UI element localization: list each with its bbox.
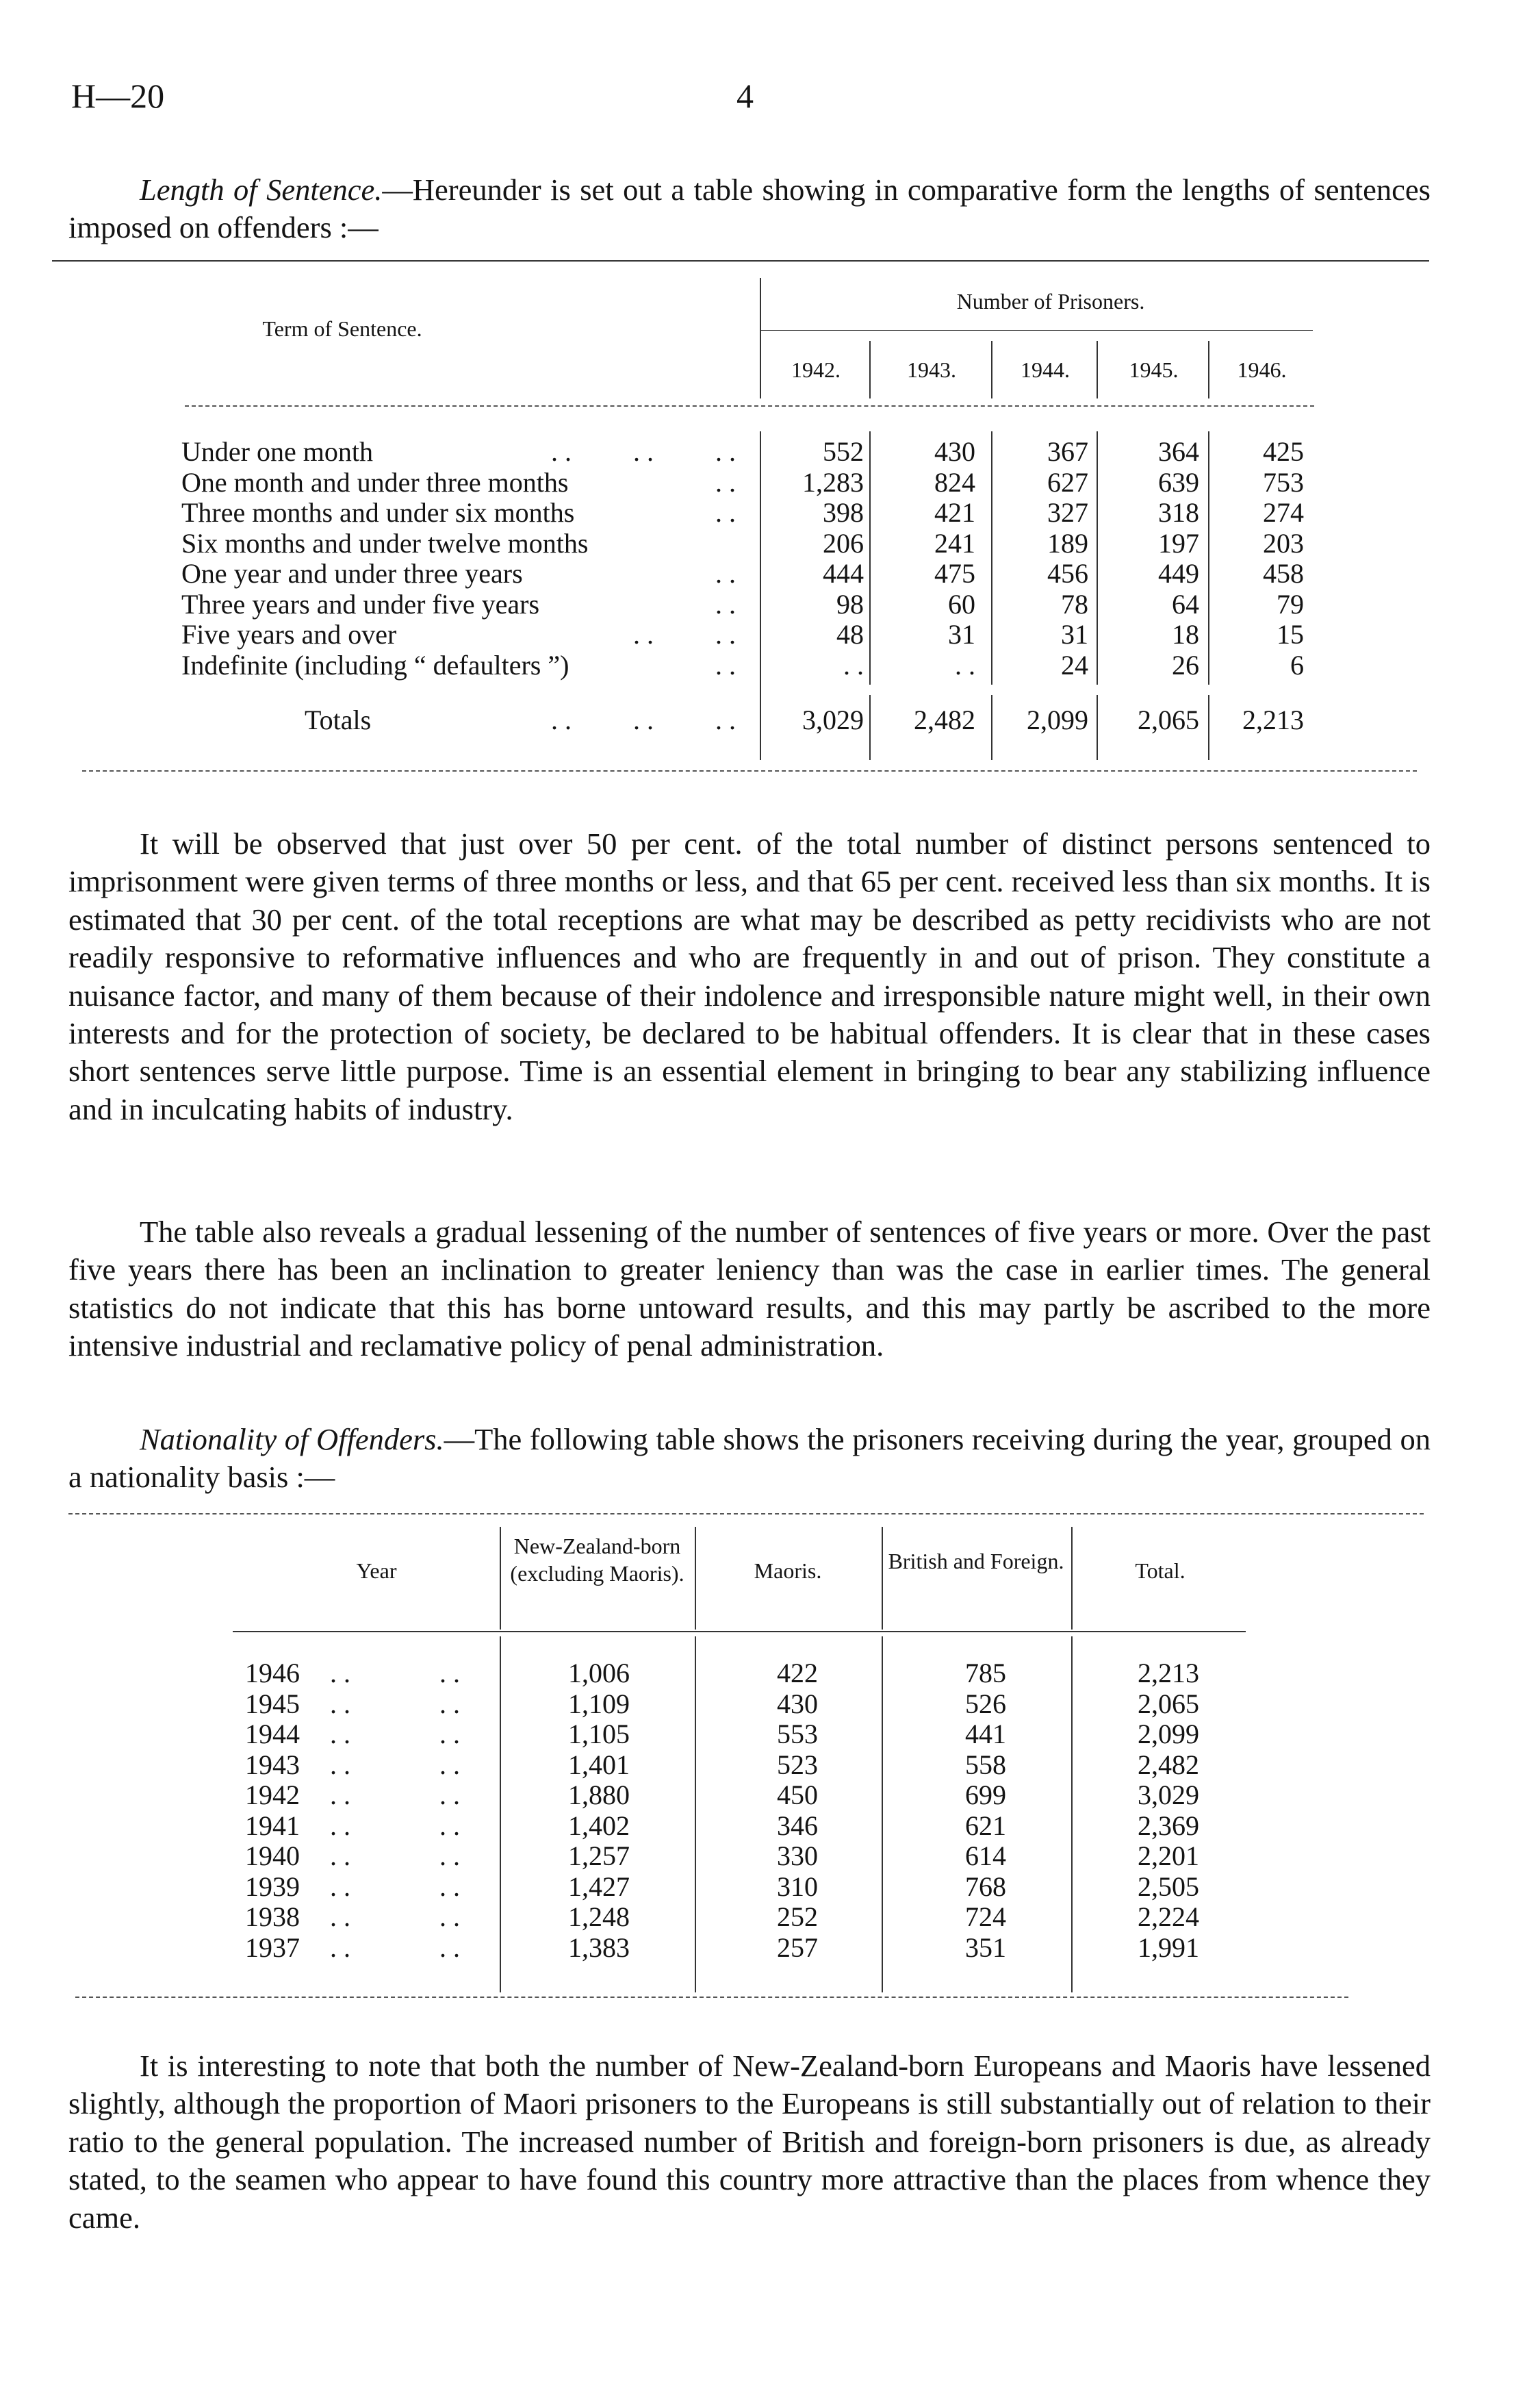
table-cell: 2,065 (1138, 1688, 1199, 1719)
table-cell: 64 (1172, 588, 1199, 620)
table-cell: 351 (965, 1931, 1006, 1963)
table-cell: 553 (777, 1719, 818, 1749)
paragraph-interesting-note-text: It is interesting to note that both the number of New-Zealand-born Europeans and Maoris have lessened slightly, although the proportion of Maori prisoners to the Europeans is still substantially out of relation to their ratio to the general population. The increased number of British and foreign-born prisoners is due, as already stated, to the seamen who appear to have found this country more attractive than the places from whence they came. (68, 2049, 1431, 2235)
nationality-column-header: British and Foreign. (888, 1549, 1064, 1573)
paragraph-interesting-note (68, 2047, 1431, 2237)
row-label: Three months and under six months (181, 497, 575, 528)
table-cell: 2,213 (1138, 1658, 1199, 1688)
totals-col-divider (1097, 695, 1098, 760)
header-col-divider (1071, 1527, 1073, 1630)
table-cell: 31 (1061, 619, 1088, 650)
table-cell: 2,505 (1138, 1871, 1199, 1902)
nationality-column-header: Total. (1135, 1558, 1186, 1583)
totals-cell: 3,029 (802, 705, 864, 735)
table-cell: 475 (934, 558, 975, 589)
table-cell: 257 (777, 1931, 818, 1963)
row-leader-dots: . . . . (633, 619, 736, 650)
table-cell: 458 (1263, 558, 1304, 589)
table-cell: 2,369 (1138, 1810, 1199, 1841)
table-cell: . . (955, 649, 975, 681)
body-col-divider (869, 431, 871, 685)
table-cell: 1,283 (802, 466, 864, 498)
table-cell: 26 (1172, 649, 1199, 681)
body-col-divider (1097, 431, 1098, 685)
body-col-divider (1208, 431, 1209, 685)
table-cell: . . (843, 649, 864, 681)
table-cell: 449 (1158, 558, 1199, 589)
nationality-column-header: Year (356, 1558, 397, 1583)
table-cell: 1,402 (568, 1810, 630, 1841)
table-cell: 523 (777, 1749, 818, 1780)
body-col-divider (1071, 1636, 1073, 1992)
table-cell: 2,482 (1138, 1749, 1199, 1780)
table-cell: 98 (836, 588, 864, 620)
nationality-table (0, 1513, 1525, 2013)
table-cell: 1,401 (568, 1749, 630, 1780)
table-cell: 824 (934, 466, 975, 498)
table-cell: 768 (965, 1871, 1006, 1902)
table-cell: 398 (823, 497, 864, 528)
table-cell: 1,109 (568, 1688, 630, 1719)
table-cell: 79 (1277, 588, 1304, 620)
table-cell: 189 (1047, 527, 1088, 559)
table-cell: 724 (965, 1901, 1006, 1932)
row-leader-dots: . . . . (330, 1749, 460, 1780)
table-cell: 327 (1047, 497, 1088, 528)
row-label: One month and under three months (181, 466, 569, 498)
table-cell: 24 (1061, 649, 1088, 681)
number-of-prisoners-header: Number of Prisoners. (956, 289, 1145, 314)
body-col-divider (991, 431, 992, 685)
year-label: 1941 (245, 1810, 300, 1841)
table-cell: 241 (934, 527, 975, 559)
table-cell: 430 (777, 1688, 818, 1719)
table-cell: 6 (1290, 649, 1304, 681)
header-bottom-rule (185, 405, 1314, 407)
table-cell: 621 (965, 1810, 1006, 1841)
table-cell: 2,201 (1138, 1840, 1199, 1871)
table-cell: 552 (823, 436, 864, 467)
table-cell: 1,880 (568, 1779, 630, 1810)
year-column-header: 1944. (1021, 357, 1070, 382)
section-heading-length-of-sentence: Length of Sentence. (140, 173, 383, 207)
year-col-divider (869, 341, 871, 398)
year-column-header: 1946. (1237, 357, 1287, 382)
table-cell: 1,383 (568, 1931, 630, 1963)
table-cell: 1,257 (568, 1840, 630, 1871)
row-leader-dots: . . . . (330, 1658, 460, 1688)
table-cell: 456 (1047, 558, 1088, 589)
row-leader-dots: . . (715, 588, 736, 620)
totals-label: Totals (305, 705, 372, 735)
table-cell: 2,224 (1138, 1901, 1199, 1932)
totals-cell: 2,482 (914, 705, 975, 735)
table2-top-rule (68, 1513, 1424, 1514)
year-col-divider (1097, 341, 1098, 398)
table-cell: 1,105 (568, 1719, 630, 1749)
row-leader-dots: . . . . (330, 1840, 460, 1871)
header-col-divider (882, 1527, 883, 1630)
document-code: H—20 (71, 77, 165, 115)
table-cell: 444 (823, 558, 864, 589)
table-cell: 364 (1158, 436, 1199, 467)
row-label: Three years and under five years (181, 588, 540, 620)
row-leader-dots: . . . . (330, 1779, 460, 1810)
year-label: 1939 (245, 1871, 300, 1902)
row-leader-dots: . . (715, 466, 736, 498)
header-col-divider (500, 1527, 501, 1630)
table-cell: 60 (948, 588, 975, 620)
table-cell: 430 (934, 436, 975, 467)
table-cell: 1,991 (1138, 1931, 1199, 1963)
totals-cell: 2,065 (1138, 705, 1199, 735)
row-leader-dots: . . . . (330, 1810, 460, 1841)
year-col-divider (1208, 341, 1209, 398)
totals-col-divider (1208, 695, 1209, 760)
table-cell: 450 (777, 1779, 818, 1810)
table-cell: 330 (777, 1840, 818, 1871)
year-label: 1938 (245, 1901, 300, 1932)
table-cell: 318 (1158, 497, 1199, 528)
row-leader-dots: . . . . (330, 1688, 460, 1719)
table-cell: 785 (965, 1658, 1006, 1688)
year-column-header: 1942. (791, 357, 841, 382)
table-cell: 15 (1277, 619, 1304, 650)
table-cell: 1,248 (568, 1901, 630, 1932)
table-cell: 197 (1158, 527, 1199, 559)
table-cell: 18 (1172, 619, 1199, 650)
table-cell: 1,006 (568, 1658, 630, 1688)
table-cell: 78 (1061, 588, 1088, 620)
body-col-divider (882, 1636, 883, 1992)
row-leader-dots: . . . . (330, 1901, 460, 1932)
table-cell: 2,099 (1138, 1719, 1199, 1749)
table-cell: 699 (965, 1779, 1006, 1810)
table-cell: 425 (1263, 436, 1304, 467)
row-leader-dots: . . (715, 649, 736, 681)
paragraph-observation-text: It will be observed that just over 50 per cent. of the total number of distinct persons sentenced to imprisonment were given terms of three months or less, and that 65 per cent. received less than six months. It is estimated that 30 per cent. of the total receptions are what may be described as petty recidivists who are not readily responsive to reformative influences and who are frequently in and out of prison. They constitute a nuisance factor, and many of them because of their indolence and irresponsible nature might well, in their own interests and for the protection of society, be declared to be habitual offenders. It is clear that in these cases short sentences serve little purpose. Time is an essential element in bringing to bear any stabilizing influence and in inculcating habits of industry. (68, 826, 1431, 1126)
row-label: Six months and under twelve months (181, 527, 589, 559)
table-cell: 346 (777, 1810, 818, 1841)
totals-cell: 2,213 (1242, 705, 1304, 735)
year-label: 1937 (245, 1931, 300, 1963)
table2-bottom-rule (75, 1997, 1348, 1998)
row-label: Five years and over (181, 619, 397, 650)
intro-nationality-text: —The following table shows the prisoners receiving during the year, grouped on a nationality basis :— (68, 1422, 1431, 1495)
table-cell: 203 (1263, 527, 1304, 559)
header-col-divider (760, 278, 761, 398)
header-col-divider (695, 1527, 696, 1630)
year-label: 1946 (245, 1658, 300, 1688)
table-cell: 31 (948, 619, 975, 650)
table-cell: 639 (1158, 466, 1199, 498)
year-column-header: 1943. (907, 357, 956, 382)
table-cell: 1,427 (568, 1871, 630, 1902)
table-cell: 48 (836, 619, 864, 650)
totals-col-divider (991, 695, 992, 760)
row-leader-dots: . . . . (330, 1931, 460, 1963)
page-number: 4 (736, 77, 754, 115)
body-col-divider (695, 1636, 696, 1992)
paragraph-observation (68, 825, 1431, 1128)
year-column-header: 1945. (1129, 357, 1179, 382)
table2-header-rule (233, 1631, 1246, 1632)
table-cell: 274 (1263, 497, 1304, 528)
group-header-rule (761, 330, 1313, 331)
body-col-divider (500, 1636, 501, 1992)
row-leader-dots: . . (715, 558, 736, 589)
intro-length-of-sentence-text: —Hereunder is set out a table showing in comparative form the lengths of sentences imposed on offenders :— (68, 173, 1431, 245)
nationality-column-header: Maoris. (754, 1558, 822, 1583)
row-leader-dots: . . (715, 497, 736, 528)
table-top-rule (52, 260, 1429, 262)
row-leader-dots: . . . . . . (551, 436, 736, 467)
paragraph-gradual-lessening-text: The table also reveals a gradual lessening of the number of sentences of five years or more. Over the past five years there has been an inclination to greater leniency than was the case in earlier times. The general statistics do not indicate that this has borne untoward results, and this may partly be ascribed to the more intensive industrial and reclamative policy of penal administration. (68, 1215, 1431, 1363)
totals-leader-dots: . . . . . . (551, 705, 736, 735)
table-cell: 526 (965, 1688, 1006, 1719)
year-label: 1945 (245, 1688, 300, 1719)
year-col-divider (991, 341, 992, 398)
section-heading-nationality: Nationality of Offenders. (140, 1422, 444, 1456)
table-cell: 367 (1047, 436, 1088, 467)
year-label: 1942 (245, 1779, 300, 1810)
table-cell: 3,029 (1138, 1779, 1199, 1810)
row-leader-dots: . . . . (330, 1871, 460, 1902)
year-label: 1943 (245, 1749, 300, 1780)
row-label: Indefinite (including “ defaulters ”) (181, 649, 569, 681)
table-cell: 441 (965, 1719, 1006, 1749)
table-cell: 206 (823, 527, 864, 559)
paragraph-gradual-lessening (68, 1213, 1431, 1365)
year-label: 1940 (245, 1840, 300, 1871)
table-cell: 558 (965, 1749, 1006, 1780)
sentence-length-table (0, 260, 1525, 781)
totals-col-divider (869, 695, 871, 760)
year-label: 1944 (245, 1719, 300, 1749)
intro-length-of-sentence (68, 171, 1431, 247)
table-cell: 421 (934, 497, 975, 528)
row-label: Under one month (181, 436, 373, 467)
row-leader-dots: . . . . (330, 1719, 460, 1749)
table-bottom-rule (82, 770, 1417, 772)
table-cell: 310 (777, 1871, 818, 1902)
row-label: One year and under three years (181, 558, 523, 589)
totals-cell: 2,099 (1027, 705, 1088, 735)
term-of-sentence-header: Term of Sentence. (262, 316, 422, 341)
table-cell: 627 (1047, 466, 1088, 498)
table-cell: 614 (965, 1840, 1006, 1871)
table-cell: 422 (777, 1658, 818, 1688)
table-cell: 252 (777, 1901, 818, 1932)
table-cell: 753 (1263, 466, 1304, 498)
nationality-column-header: New-Zealand-born (excluding Maoris). (510, 1534, 684, 1586)
intro-nationality (68, 1421, 1431, 1497)
